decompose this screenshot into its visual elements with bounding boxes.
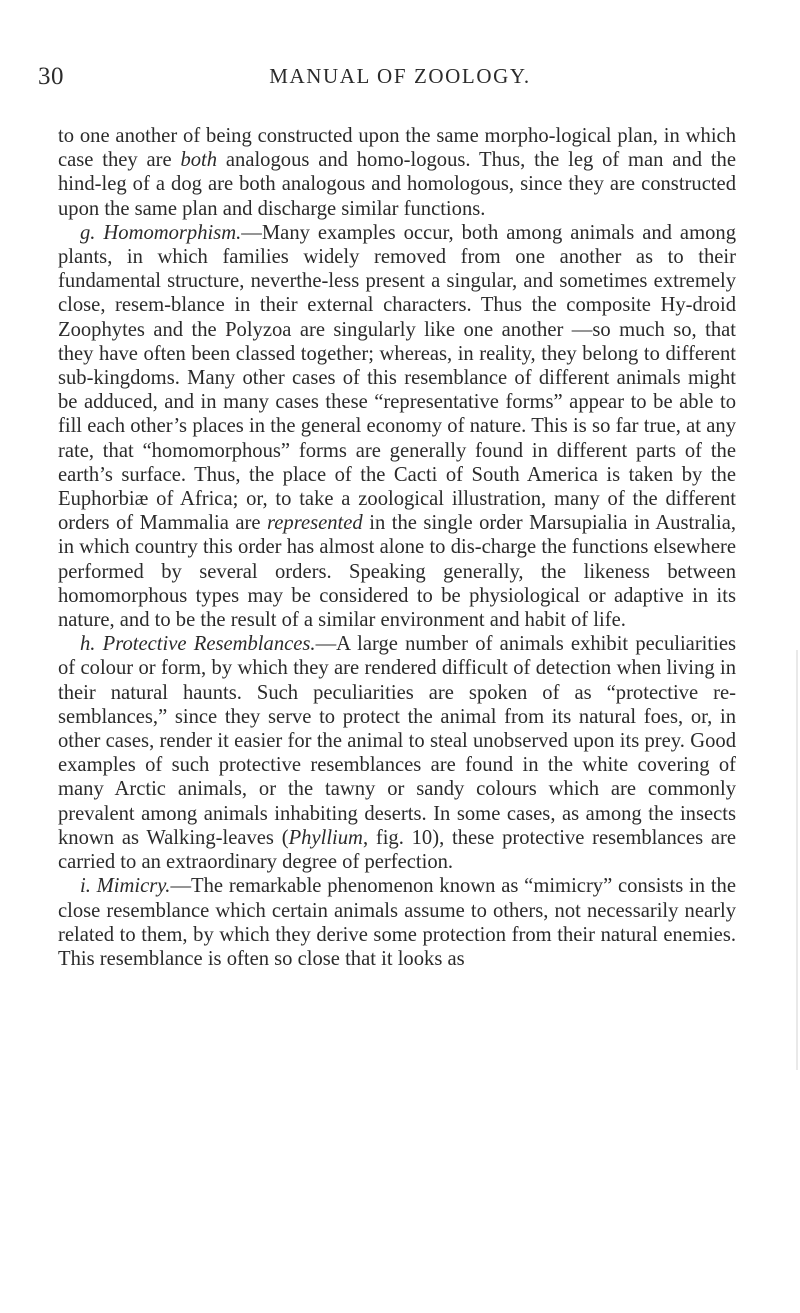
text-run: , fig. 10), these protective resemblances are carried to an extraordinary degree of perfection. — [58, 826, 736, 874]
italic-text: g. Homomorphism. — [80, 221, 242, 244]
text-run: to one another of being constructed upon the same morpho-logical plan, in which case they are — [58, 125, 736, 172]
running-title: MANUAL OF ZOOLOGY. — [269, 64, 531, 88]
text-run: in the single order Marsupialia in Australia, in which country this order has almost alone to dis-charge the functions elsewhere performed by several orders. Speaking generally, the likeness between homomorphous types may be considered to be physiological or adaptive in its nature, and to be the result of a similar environment and habit of life. — [58, 512, 736, 632]
text-run: analogous and homo-logous. Thus, the leg of man and the hind-leg of a dog are both analogous and homologous, since they are constructed upon the same plan and discharge similar functions. — [58, 149, 736, 220]
paragraph — [58, 221, 736, 632]
italic-text: Phyllium — [288, 826, 363, 849]
page-edge-shadow — [796, 650, 798, 1070]
page-number: 30 — [38, 63, 64, 90]
italic-text: both — [180, 149, 218, 172]
text-run: —A large number of animals exhibit peculiarities of colour or form, by which they are rendered difficult of detection when living in their natural haunts. Such peculiarities are spoken of as “protective re-semblances,” since they serve to protect the animal from its natural foes, or, in other cases, render it easier for the animal to steal unobserved upon its prey. Good examples of such protective resemblances are found in the white covering of many Arctic animals, or the tawny or sandy colours which are commonly prevalent among animals inhabiting deserts. In some cases, as among the insects known as Walking-leaves ( — [58, 633, 736, 849]
text-run: —Many examples occur, both among animals and among plants, in which families widely removed from one another as to their fundamental structure, neverthe-less present a singular, and sometimes extremely close, resem-blance in their external characters. Thus the composite Hy-droid Zoophytes and the Polyzoa are singularly like one another —so much so, that they have often been classed together; whereas, in reality, they belong to different sub-kingdoms. Many other cases of this resemblance of different animals might be adduced, and in many cases these “representative forms” appear to be able to fill each other’s places in the general economy of nature. This is so far true, at any rate, that “homomorphous” forms are generally found in different parts of the earth’s surface. Thus, the place of the Cacti of South America is taken by the Euphorbiæ of Africa; or, to take a zoological illustration, many of the different orders of Mammalia are — [58, 221, 736, 535]
paragraph — [58, 632, 736, 874]
text-run: —The remarkable phenomenon known as “mimicry” consists in the close resemblance which certain animals assume to others, not necessarily nearly related to them, by which they derive some protection from their natural enemies. This resemblance is often so close that it looks as — [58, 875, 736, 970]
italic-text: represented — [267, 512, 363, 535]
italic-text: i. Mimicry. — [80, 875, 171, 898]
paragraph — [58, 124, 736, 221]
paragraph — [58, 874, 736, 971]
italic-text: h. Protective Resemblances. — [80, 633, 316, 656]
body-text — [58, 124, 736, 971]
